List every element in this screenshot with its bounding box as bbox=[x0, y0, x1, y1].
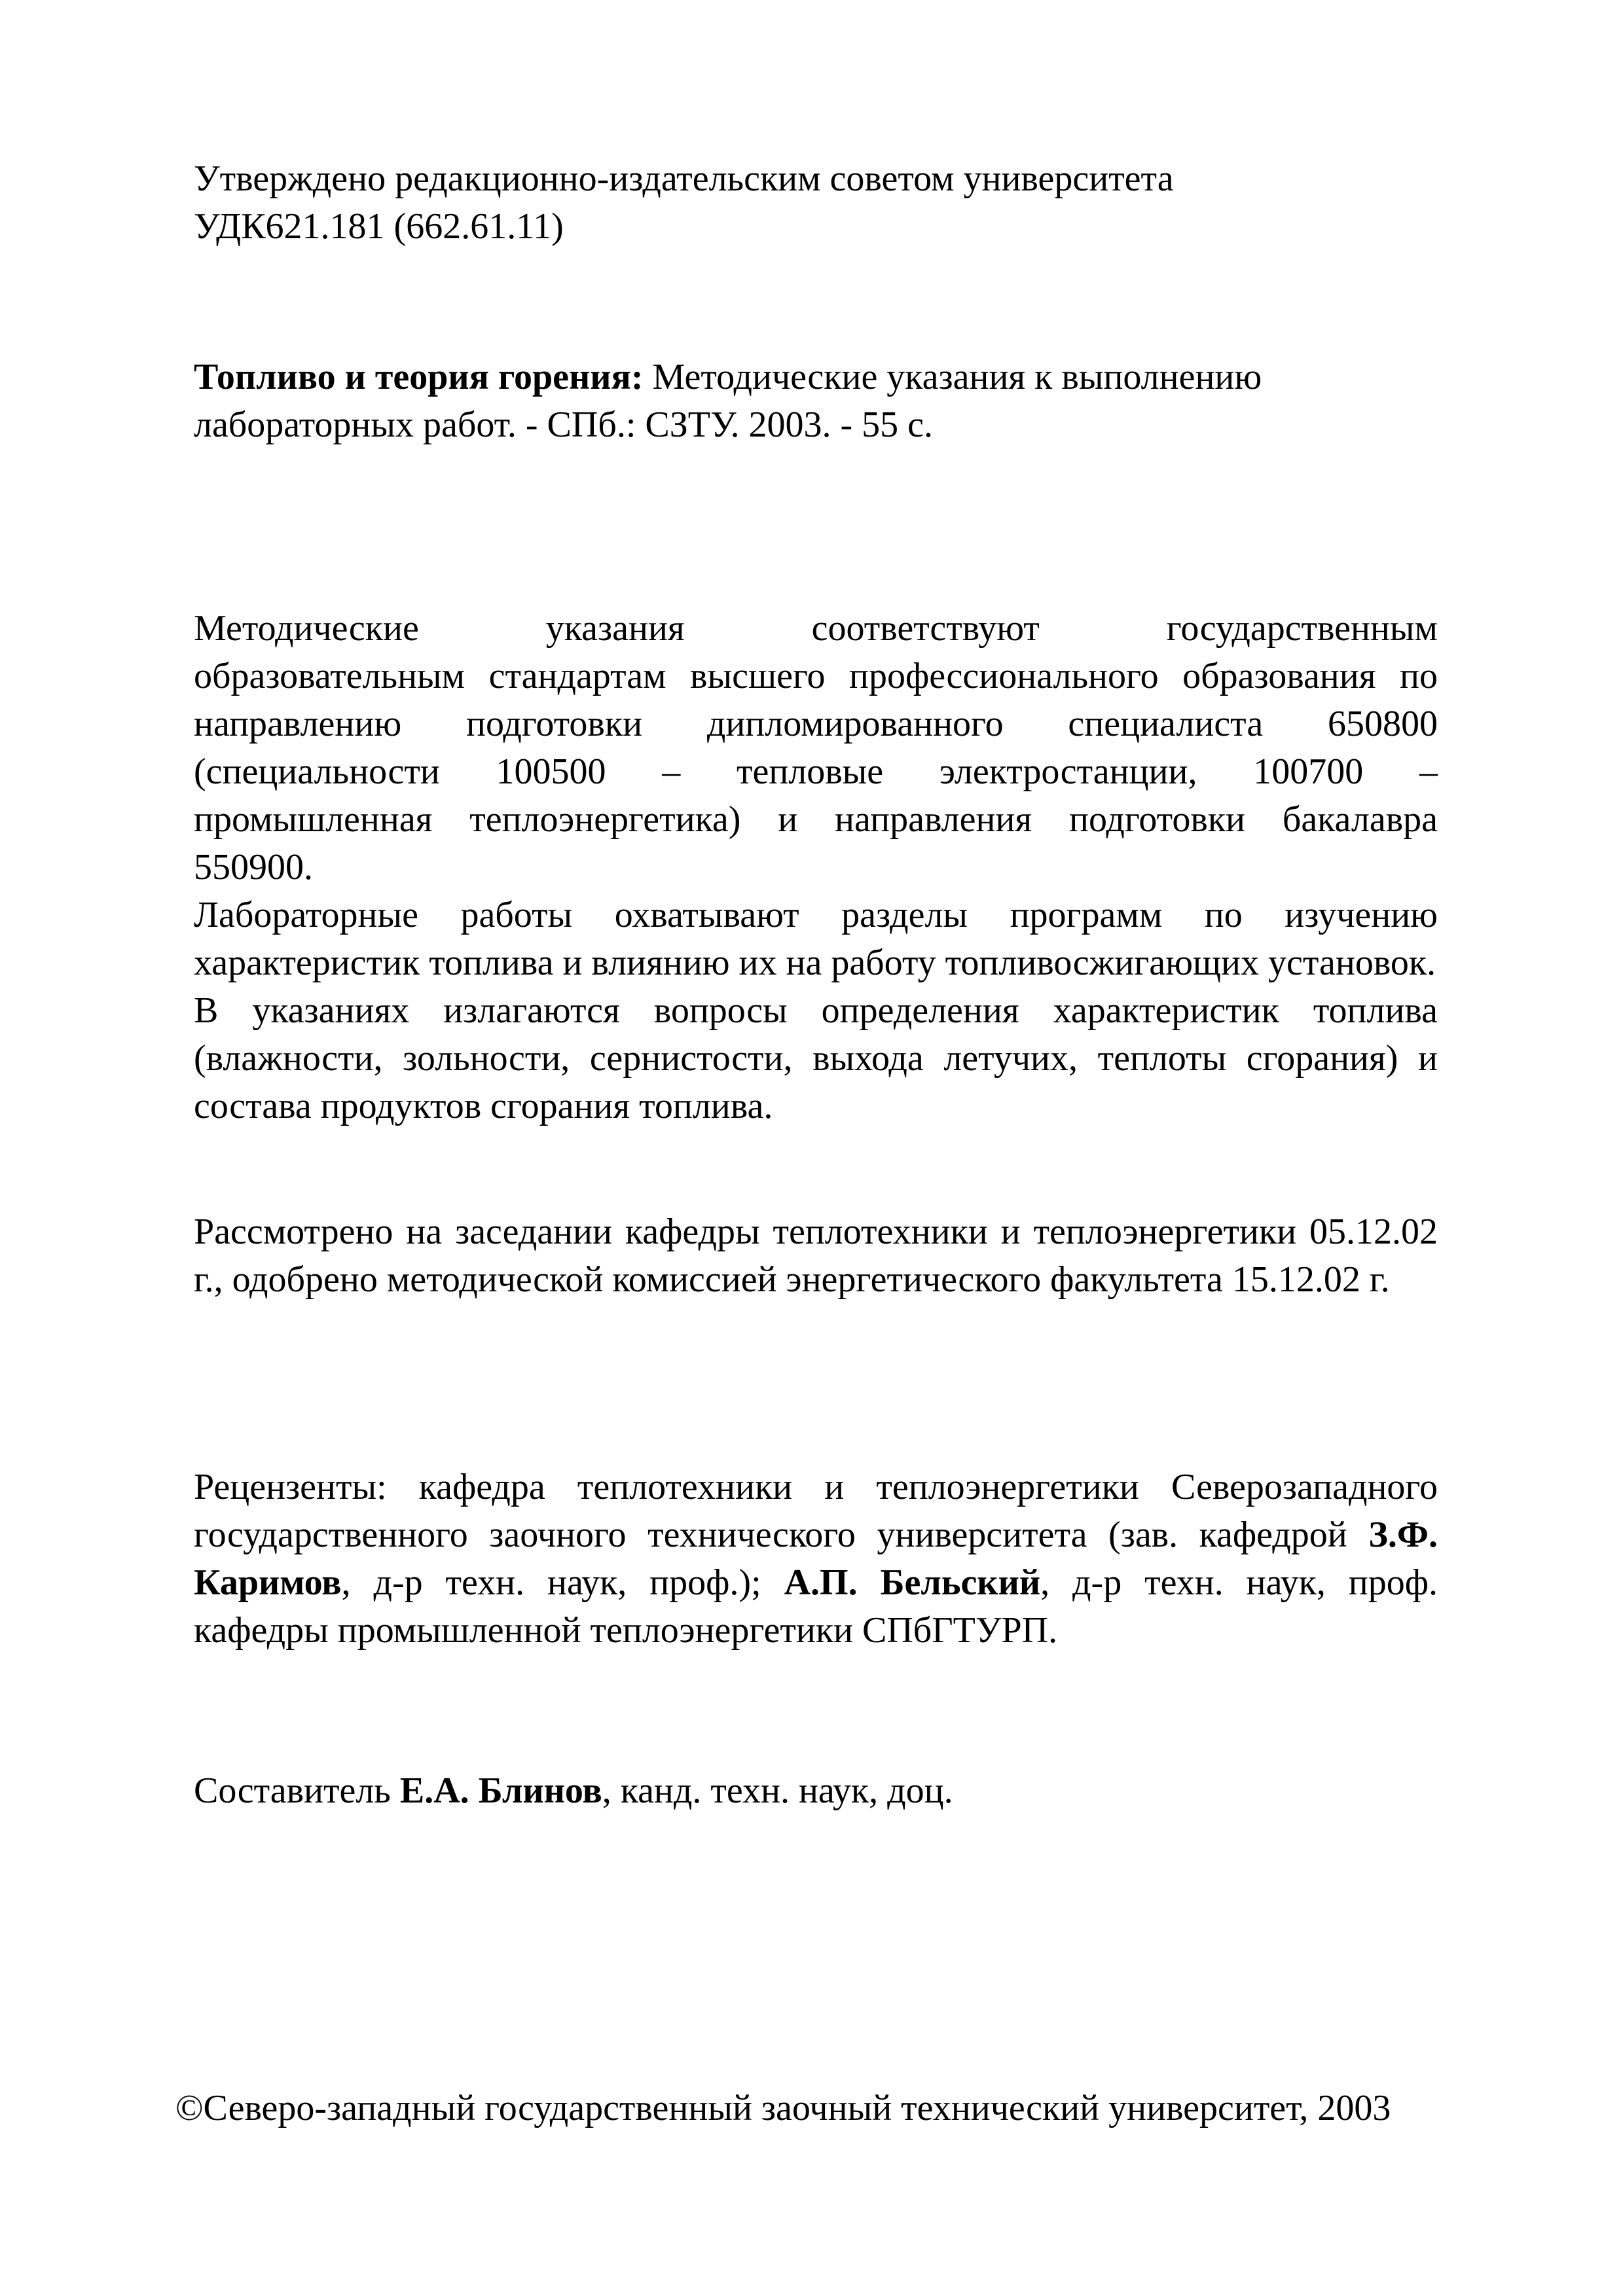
description-line: Методические указания соответствуют государственным bbox=[194, 608, 1438, 649]
reviewer-2-name: А.П. Бельский bbox=[784, 1562, 1041, 1603]
reviewers-intro: Рецензенты: кафедра теплотехники и теплоэнергетики Северозападного государственного заочного технического университета (зав. кафедрой bbox=[194, 1467, 1438, 1555]
copyright-notice bbox=[175, 2085, 1485, 2132]
description-line: 550900. bbox=[194, 847, 313, 888]
description-paragraph-3: В указаниях излагаются вопросы определения характеристик топлива (влажности, зольности, сернистости, выхода летучих, теплоты сгорания) и состава продуктов сгорания топлива. bbox=[194, 990, 1438, 1126]
bibliographic-title bbox=[194, 353, 1438, 449]
reviewers-section bbox=[194, 1463, 1438, 1655]
approval-header bbox=[194, 155, 1438, 251]
udc-code: УДК621.181 (662.61.11) bbox=[194, 206, 564, 247]
description-paragraph-2: Лабораторные работы охватывают разделы программ по изучению характеристик топлива и влиянию их на работу топливосжигающих установок. bbox=[194, 895, 1438, 983]
description-line: (специальности 100500 – тепловые электростанции, 100700 – bbox=[194, 751, 1438, 792]
reviewer-2-title: , д-р техн. наук, проф. кафедры промышленной теплоэнергетики СПбГТУРП. bbox=[194, 1562, 1438, 1651]
description-line: промышленная теплоэнергетика) и направления подготовки бакалавра bbox=[194, 799, 1438, 840]
approval-text: Утверждено редакционно-издательским советом университета bbox=[194, 158, 1174, 199]
reviewer-1-title: , д-р техн. наук, проф.); bbox=[341, 1562, 784, 1603]
document-title: Топливо и теория горения: bbox=[194, 357, 644, 397]
review-section bbox=[194, 1208, 1438, 1304]
description-line: направлению подготовки дипломированного специалиста 650800 bbox=[194, 704, 1438, 744]
compiler-title: , канд. техн. наук, доц. bbox=[602, 1770, 953, 1811]
description-line: образовательным стандартам высшего профессионального образования по bbox=[194, 656, 1438, 696]
reviewer-1-name: З.Ф. Каримов bbox=[194, 1515, 1438, 1603]
copyright-text: ©Северо-западный государственный заочный технический университет, 2003 bbox=[175, 2088, 1391, 2128]
compiler-label: Составитель bbox=[194, 1770, 400, 1811]
description-section bbox=[194, 605, 1438, 1130]
compiler-section bbox=[194, 1767, 1438, 1815]
compiler-name: Е.А. Блинов bbox=[399, 1770, 602, 1811]
review-text: Рассмотрено на заседании кафедры теплотехники и теплоэнергетики 05.12.02 г., одобрено методической комиссией энергетического факультета 15.12.02 г. bbox=[194, 1211, 1438, 1300]
document-subtitle: Методические указания к выполнению лабораторных работ. - СПб.: СЗТУ. 2003. - 55 с. bbox=[194, 357, 1262, 445]
